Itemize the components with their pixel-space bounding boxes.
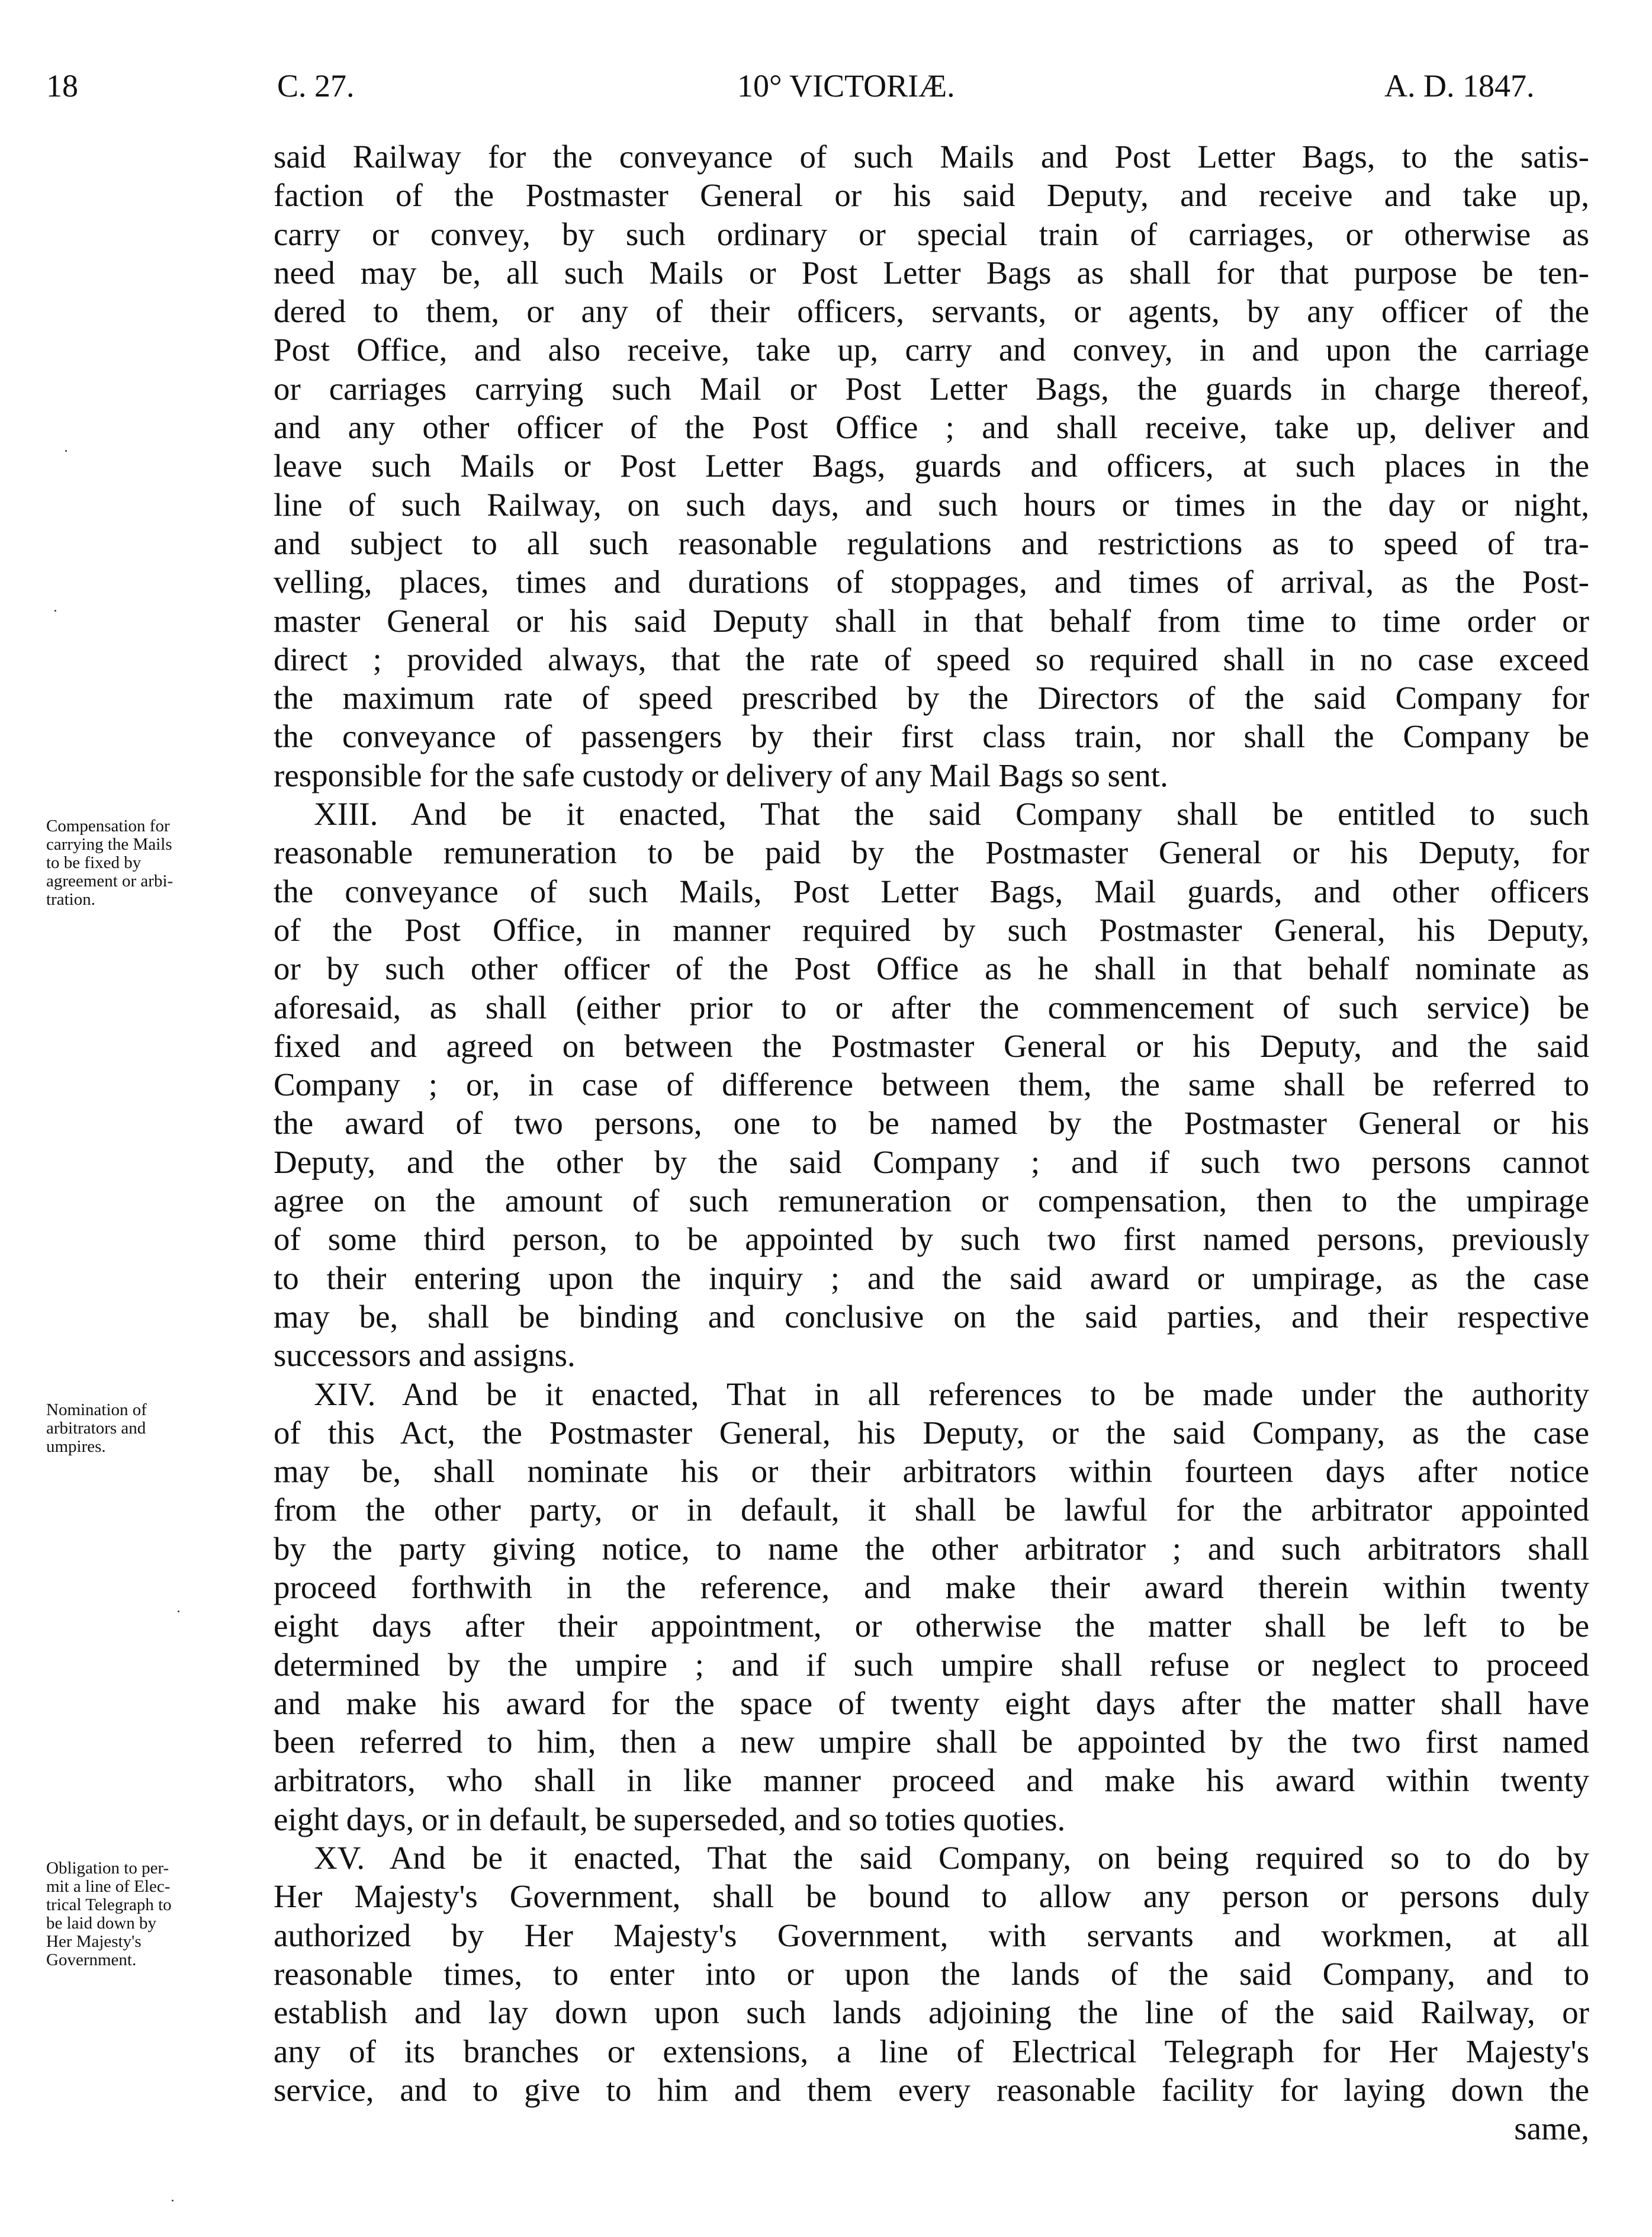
text-line: reasonable times, to enter into or upon the lands of the said Company, and to <box>274 1955 1589 1992</box>
text-line: aforesaid, as shall (either prior to or after the commencement of such service) be <box>274 989 1589 1026</box>
text-line: may be, shall nominate his or their arbitrators within fourteen days after notice <box>274 1453 1589 1490</box>
text-line: responsible for the safe custody or delivery of any Mail Bags so sent. <box>274 757 1168 793</box>
section-heading-line: XIII. And be it enacted, That the said Company shall be entitled to such <box>314 796 1589 833</box>
margin-note-telegraph <box>46 1859 265 1969</box>
regnal-year: 10° VICTORIÆ. <box>737 68 955 104</box>
text-line: of some third person, to be appointed by such two first named persons, previously <box>274 1221 1589 1258</box>
text-line: from the other party, or in default, it shall be lawful for the arbitrator appointed <box>274 1492 1589 1528</box>
margin-note-line: be laid down by <box>46 1914 157 1933</box>
text-line: Her Majesty's Government, shall be bound to allow any person or persons duly <box>274 1878 1589 1915</box>
text-line: establish and lay down upon such lands adjoining the line of the said Railway, or <box>274 1994 1589 2031</box>
statute-text <box>274 137 1589 2148</box>
text-line: to their entering upon the inquiry ; and the said award or umpirage, as the case <box>274 1259 1589 1296</box>
text-line: eight days after their appointment, or otherwise the matter shall be left to be <box>274 1608 1589 1644</box>
margin-note-compensation <box>46 817 265 909</box>
calendar-year: A. D. 1847. <box>1384 68 1535 104</box>
margin-note-line: carrying the Mails <box>46 835 172 854</box>
margin-note-line: tration. <box>46 890 95 909</box>
text-line: said Railway for the conveyance of such Mails and Post Letter Bags, to the satis- <box>274 139 1589 175</box>
text-line: arbitrators, who shall in like manner proceed and make his award within twenty <box>274 1762 1589 1799</box>
text-line: and subject to all such reasonable regulations and restrictions as to speed of tra- <box>274 525 1589 561</box>
text-line: of this Act, the Postmaster General, his Deputy, or the said Company, as the case <box>274 1414 1589 1451</box>
paper-speck <box>178 1611 179 1612</box>
running-header <box>0 59 1652 113</box>
text-line: Post Office, and also receive, take up, carry and convey, in and upon the carriage <box>274 332 1589 368</box>
margin-note-line: to be fixed by <box>46 853 142 872</box>
text-line: velling, places, times and durations of stoppages, and times of arrival, as the Post- <box>274 564 1589 600</box>
text-line: authorized by Her Majesty's Government, with servants and workmen, at all <box>274 1917 1589 1953</box>
text-line: need may be, all such Mails or Post Letter Bags as shall for that purpose be ten- <box>274 254 1589 291</box>
text-line: Company ; or, in case of difference between them, the same shall be referred to <box>274 1066 1589 1103</box>
text-line: been referred to him, then a new umpire shall be appointed by the two first named <box>274 1724 1589 1760</box>
margin-note-line: Government. <box>46 1950 137 1969</box>
paper-speck <box>172 2200 173 2201</box>
section-heading-line: XIV. And be it enacted, That in all references to be made under the authority <box>314 1375 1589 1412</box>
text-line: reasonable remuneration to be paid by the Postmaster General or his Deputy, for <box>274 834 1589 871</box>
text-line: may be, shall be binding and conclusive on the said parties, and their respective <box>274 1298 1589 1335</box>
text-line: fixed and agreed on between the Postmaster General or his Deputy, and the said <box>274 1027 1589 1064</box>
text-line: carry or convey, by such ordinary or special train of carriages, or otherwise as <box>274 216 1589 252</box>
text-line: direct ; provided always, that the rate of speed so required shall in no case exceed <box>274 641 1589 677</box>
catchword: same, <box>1514 2110 1589 2147</box>
margin-note-line: umpires. <box>46 1437 106 1456</box>
text-line: any of its branches or extensions, a line of Electrical Telegraph for Her Majesty's <box>274 2033 1589 2069</box>
text-line: or by such other officer of the Post Office as he shall in that behalf nominate as <box>274 950 1589 987</box>
text-line: of the Post Office, in manner required by such Postmaster General, his Deputy, <box>274 911 1589 948</box>
margin-note-line: Nomination of <box>46 1400 147 1419</box>
margin-note-line: Her Majesty's <box>46 1932 142 1951</box>
text-line: the conveyance of passengers by their first class train, nor shall the Company be <box>274 718 1589 755</box>
text-line: and make his award for the space of twenty eight days after the matter shall have <box>274 1685 1589 1721</box>
text-line: by the party giving notice, to name the other arbitrator ; and such arbitrators shall <box>274 1530 1589 1567</box>
text-line: the award of two persons, one to be named by the Postmaster General or his <box>274 1105 1589 1142</box>
text-line: the conveyance of such Mails, Post Letter Bags, Mail guards, and other officers <box>274 873 1589 909</box>
paper-speck <box>54 610 56 612</box>
margin-note-line: mit a line of Elec- <box>46 1877 171 1896</box>
text-line: line of such Railway, on such days, and such hours or times in the day or night, <box>274 486 1589 523</box>
text-line: determined by the umpire ; and if such umpire shall refuse or neglect to proceed <box>274 1646 1589 1683</box>
paper-speck <box>65 450 67 452</box>
text-line: master General or his said Deputy shall in that behalf from time to time order or <box>274 602 1589 639</box>
margin-note-line: Obligation to per- <box>46 1859 169 1878</box>
text-line: Deputy, and the other by the said Company ; and if such two persons cannot <box>274 1143 1589 1180</box>
text-line: successors and assigns. <box>274 1337 576 1374</box>
margin-note-line: trical Telegraph to <box>46 1895 172 1914</box>
page-number: 18 <box>46 68 78 104</box>
text-line: eight days, or in default, be superseded, and so toties quoties. <box>274 1801 1066 1837</box>
margin-note-nomination <box>46 1401 265 1456</box>
text-line: the maximum rate of speed prescribed by the Directors of the said Company for <box>274 680 1589 716</box>
margin-note-line: agreement or arbi- <box>46 872 173 891</box>
text-line: and any other officer of the Post Office ; and shall receive, take up, deliver and <box>274 409 1589 446</box>
margin-note-line: arbitrators and <box>46 1419 146 1438</box>
margin-note-line: Compensation for <box>46 817 170 835</box>
text-line: proceed forthwith in the reference, and make their award therein within twenty <box>274 1569 1589 1605</box>
text-line: faction of the Postmaster General or his said Deputy, and receive and take up, <box>274 177 1589 214</box>
text-line: dered to them, or any of their officers, servants, or agents, by any officer of the <box>274 293 1589 330</box>
text-line: leave such Mails or Post Letter Bags, guards and officers, at such places in the <box>274 448 1589 484</box>
text-line: agree on the amount of such remuneration or compensation, then to the umpirage <box>274 1182 1589 1219</box>
text-line: service, and to give to him and them every reasonable facility for laying down the <box>274 2071 1589 2108</box>
section-heading-line: XV. And be it enacted, That the said Company, on being required so to do by <box>314 1840 1589 1876</box>
text-line: or carriages carrying such Mail or Post Letter Bags, the guards in charge thereof, <box>274 370 1589 407</box>
chapter-number: C. 27. <box>277 68 355 104</box>
